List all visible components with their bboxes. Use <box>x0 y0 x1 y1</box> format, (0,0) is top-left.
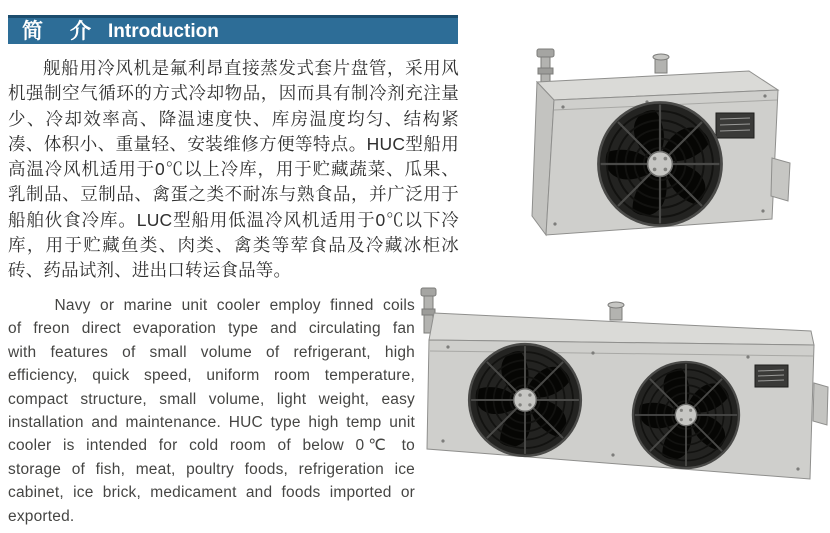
nameplate <box>716 113 754 138</box>
dual-fan-unit-cooler-photo <box>418 283 830 503</box>
section-header-bar <box>8 15 458 44</box>
single-fan-unit-cooler-drawing <box>497 46 797 256</box>
intro-paragraph-english: Navy or marine unit cooler employ finned coils of freon direct evaporation type and circulating fan with features of small volume of refrigerant, high efficiency, quick speed, uniform room temperature, compact structure, small volume, light weight, easy installation and maintenance. HUC type high temp unit cooler is intended for cold room of below 0℃ to storage of fish, meat, poultry foods, refrigeration ice cabinet, ice brick, medicament and foods imported or exported. <box>8 297 415 525</box>
intro-paragraph-chinese: 舰船用冷风机是氟利昂直接蒸发式套片盘管，采用风机强制空气循环的方式冷却物品，因而具有制冷剂充注量少、冷却效率高、降温速度快、库房温度均匀、结构紧凑、体积小、重量轻、安装维修方便等特点。HUC型船用高温冷风机适用于0℃以上冷库，用于贮藏蔬菜、瓜果、乳制品、豆制品、禽蛋之类不耐冻与熟食品，并广泛用于船舶伙食冷库。LUC型船用低温冷风机适用于0℃以下冷库，用于贮藏鱼类、肉类、禽类等荤食品及冷藏冰柜冰砖、药品试剂、进出口转运食品等。 <box>8 58 459 281</box>
single-fan-unit-cooler-photo <box>497 46 797 256</box>
top-pipe-stub <box>653 54 669 73</box>
nameplate <box>755 365 788 387</box>
fan-guard <box>598 102 721 225</box>
fan-guard-right <box>633 362 739 468</box>
section-title-zh: 简 介 <box>22 19 94 43</box>
fan-guard-left <box>469 344 581 456</box>
dual-fan-unit-cooler-drawing <box>418 283 830 503</box>
top-pipe-stub <box>608 302 624 320</box>
section-title-en: Introduction <box>108 20 219 42</box>
